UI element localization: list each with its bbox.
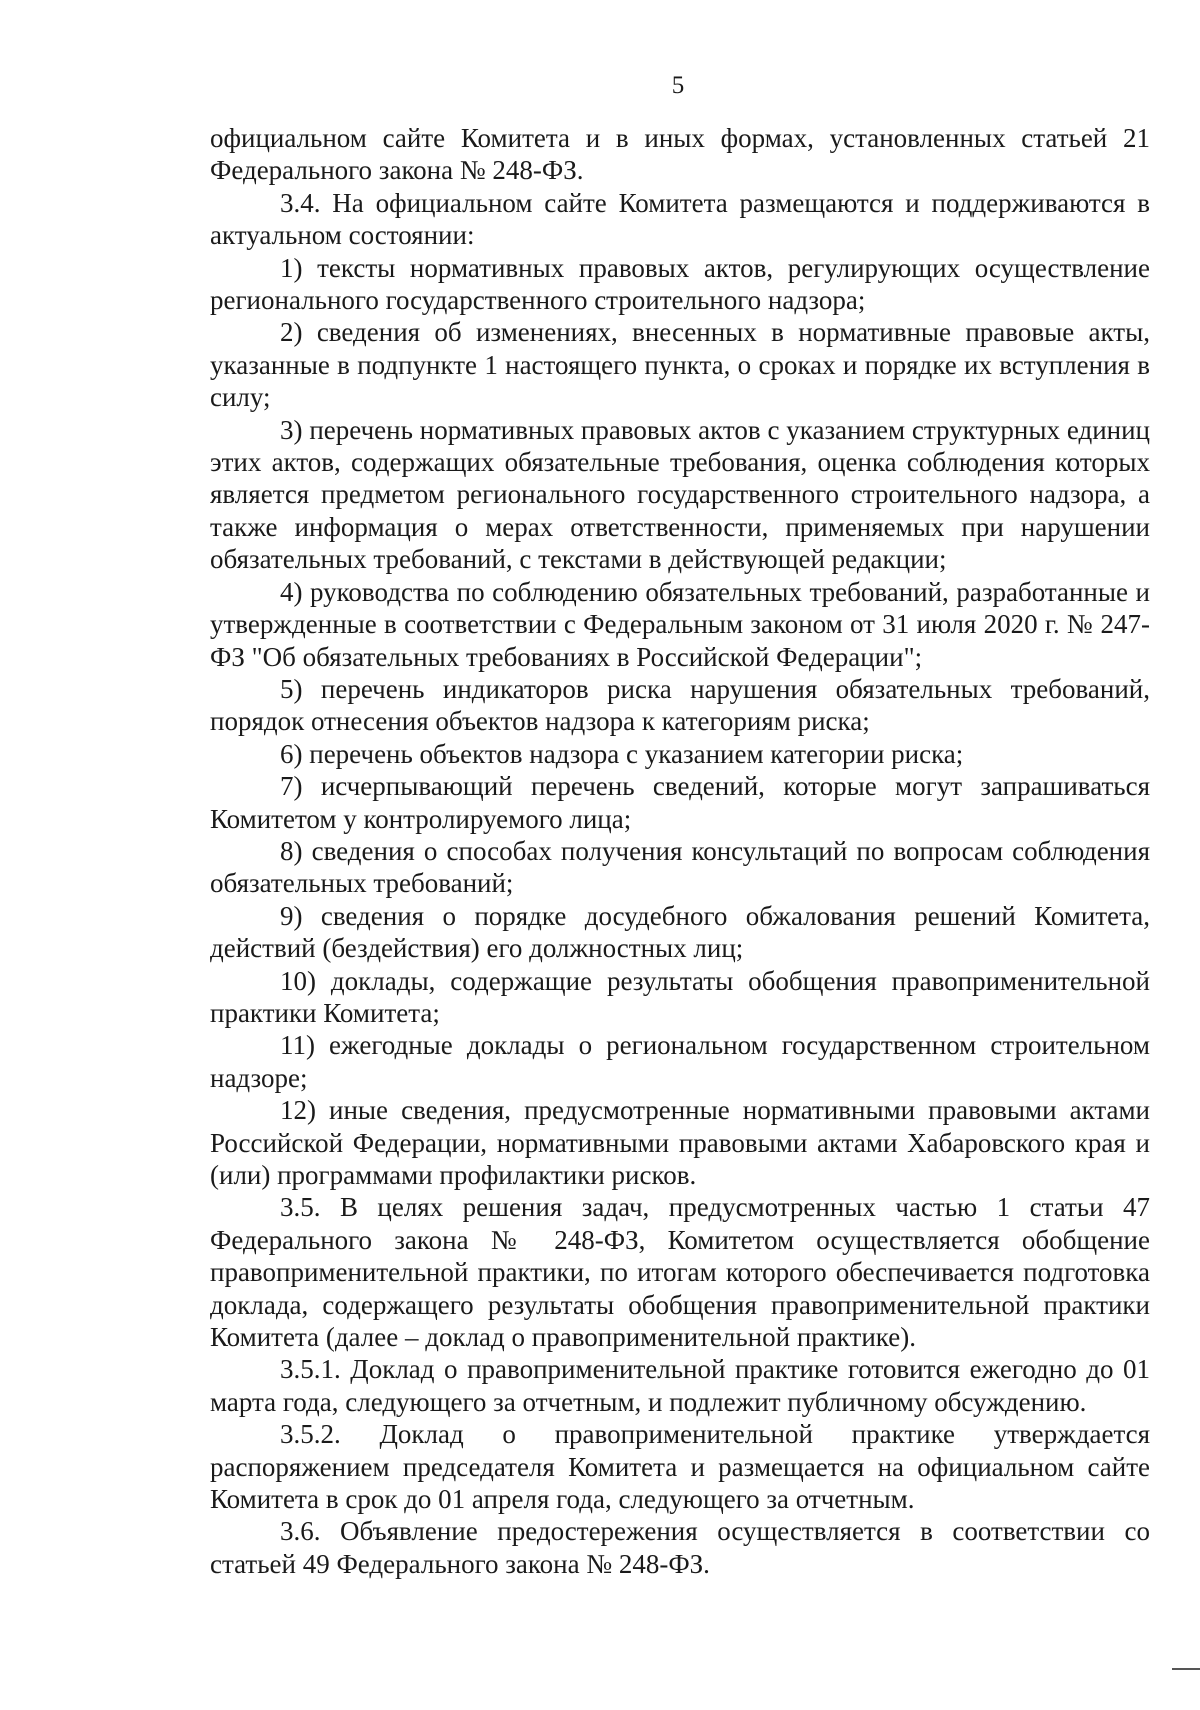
list-item-3: 3) перечень нормативных правовых актов с указанием структурных единиц этих актов, содержащих обязательные требования, оценка соблюдения которых является предметом регионального государственного строительного надзора, а также информация о мерах ответственности, применяемых при нарушении обязательных требований, с текстами в действующей редакции; <box>210 414 1150 575</box>
page-number: 5 <box>671 72 685 99</box>
paragraph-3-4: 3.4. На официальном сайте Комитета размещаются и поддерживаются в актуальном состоянии: <box>210 187 1150 251</box>
document-body <box>210 122 1150 1580</box>
list-item-5: 5) перечень индикаторов риска нарушения обязательных требований, порядок отнесения объектов надзора к категориям риска; <box>210 673 1150 737</box>
list-item-10: 10) доклады, содержащие результаты обобщения правоприменительной практики Комитета; <box>210 965 1150 1028</box>
list-item-12: 12) иные сведения, предусмотренные нормативными правовыми актами Российской Федерации, нормативными правовыми актами Хабаровского края и (или) программами профилактики рисков. <box>210 1095 1150 1190</box>
list-item-1: 1) тексты нормативных правовых актов, регулирующих осуществление регионального государственного строительного надзора; <box>210 252 1150 316</box>
paragraph-3-5: 3.5. В целях решения задач, предусмотренных частью 1 статьи 47 Федерального закона № 248-ФЗ, Комитетом осуществляется обобщение правоприменительной практики, по итогам которого обеспечивается подготовка доклада, содержащего результаты обобщения правоприменительной практики Комитета (далее – доклад о правоприменительной практике). <box>210 1192 1150 1353</box>
list-item-9: 9) сведения о порядке досудебного обжалования решений Комитета, действий (бездействия) его должностных лиц; <box>210 900 1150 964</box>
list-item-7: 7) исчерпывающий перечень сведений, которые могут запрашиваться Комитетом у контролируемого лица; <box>210 771 1150 834</box>
list-item-6: 6) перечень объектов надзора с указанием категории риска; <box>280 738 964 769</box>
list-item-2: 2) сведения об изменениях, внесенных в нормативные правовые акты, указанные в подпункте 1 настоящего пункта, о сроках и порядке их вступления в силу; <box>210 317 1150 413</box>
paragraph-3-6: 3.6. Объявление предостережения осуществляется в соответствии со статьей 49 Федерального закона № 248-ФЗ. <box>210 1516 1150 1579</box>
list-item-11: 11) ежегодные доклады о региональном государственном строительном надзоре; <box>210 1030 1150 1093</box>
paragraph-continuation: официальном сайте Комитета и в иных формах, установленных статьей 21 Федерального закона № 248-ФЗ. <box>210 123 1150 186</box>
list-item-4: 4) руководства по соблюдению обязательных требований, разработанные и утвержденные в соответствии с Федеральным законом от 31 июля 2020 г. № 247-ФЗ "Об обязательных требованиях в Российской Федерации"; <box>210 576 1150 672</box>
scan-edge-mark <box>1172 1668 1200 1670</box>
list-item-8: 8) сведения о способах получения консультаций по вопросам соблюдения обязательных требований; <box>210 835 1150 899</box>
paragraph-3-5-1: 3.5.1. Доклад о правоприменительной практике готовится ежегодно до 01 марта года, следующего за отчетным, и подлежит публичному обсуждению. <box>210 1354 1150 1417</box>
paragraph-3-5-2: 3.5.2. Доклад о правоприменительной практике утверждается распоряжением председателя Комитета и размещается на официальном сайте Комитета в срок до 01 апреля года, следующего за отчетным. <box>210 1419 1150 1515</box>
